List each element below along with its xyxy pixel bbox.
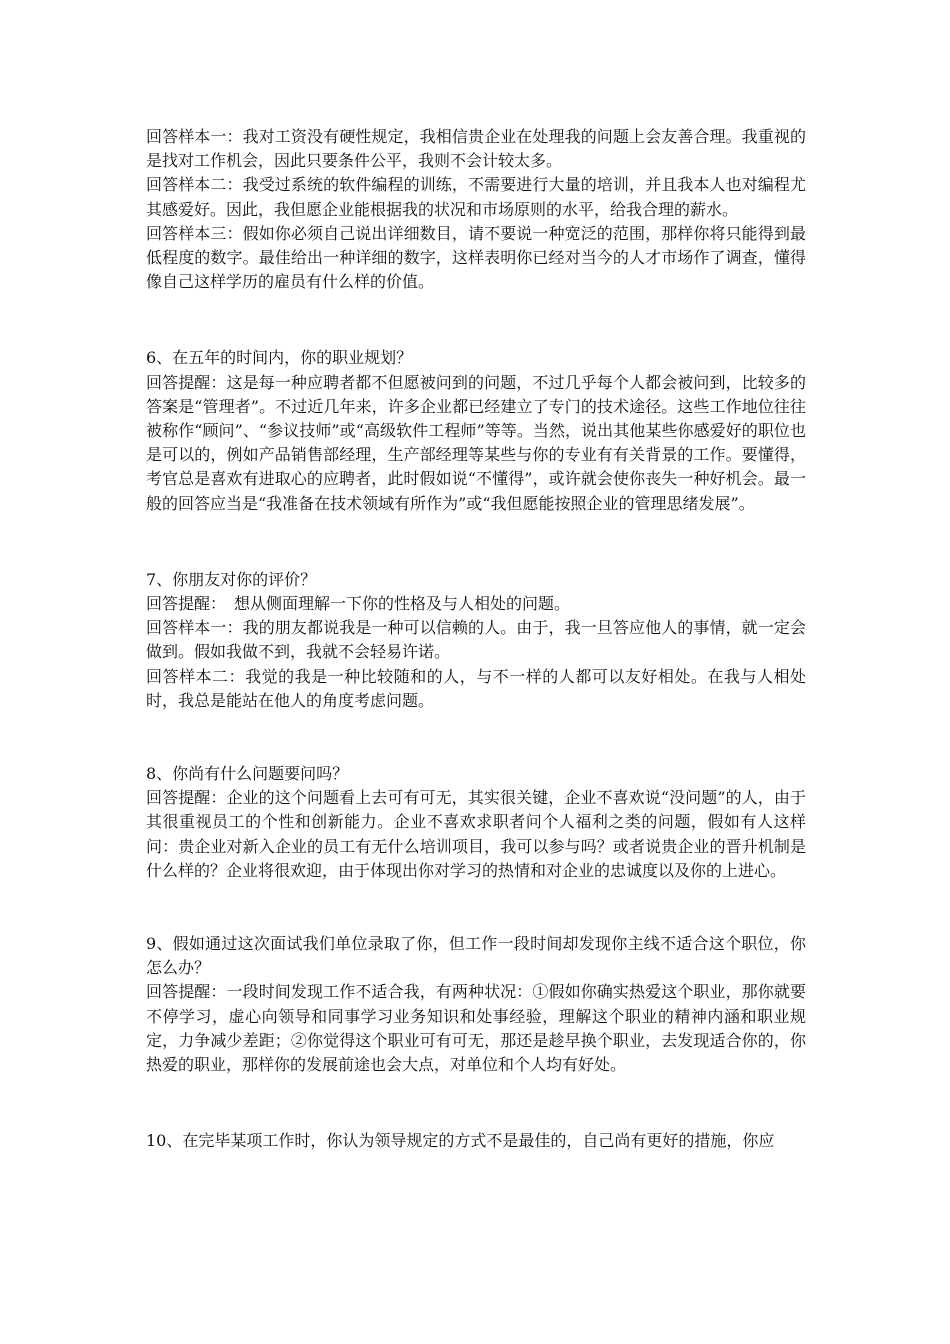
question-9-title: 9、假如通过这次面试我们单位录取了你，但工作一段时间却发现你主线不适合这个职位，你怎么办？ (146, 934, 806, 978)
document-page (146, 125, 806, 1154)
section-spacer (146, 713, 806, 762)
answer-sample-1: 回答样本一：我对工资没有硬性规定，我相信贵企业在处理我的问题上会友善合理。我重视的是找对工作机会，因此只要条件公平，我则不会计较太多。 (146, 127, 806, 171)
question-7-hint: 回答提醒： 想从侧面理解一下你的性格及与人相处的问题。 (146, 594, 571, 614)
section-spacer (146, 1077, 806, 1129)
section-spacer (146, 294, 806, 346)
answer-sample-2: 回答样本二：我受过系统的软件编程的训练，不需要进行大量的培训，并且我本人也对编程尤其感爱好。因此，我但愿企业能根据我的状况和市场原则的水平，给我合理的薪水。 (146, 175, 806, 219)
question-6-hint: 回答提醒：这是每一种应聘者都不但愿被问到的问题，不过几乎每个人都会被问到，比较多的答案是“管理者”。不过近几年来，许多企业都已经建立了专门的技术途径。这些工作地位往往被称作“顾问”、“参议技师”或“高级软件工程师”等等。当然，说出其他某些你感爱好的职位也是可以的，例如产品销售部经理，生产部经理等某些与你的专业有有关背景的工作。要懂得，考官总是喜欢有进取心的应聘者，此时假如说“不懂得”，或许就会使你丧失一种好机会。最一般的回答应当是“我准备在技术领域有所作为”或“我但愿能按照企业的管理思绪发展”。 (146, 372, 806, 513)
question-7-sample-1: 回答样本一：我的朋友都说我是一种可以信赖的人。由于，我一旦答应他人的事情，就一定会做到。假如我做不到，我就不会轻易许诺。 (146, 618, 806, 662)
question-6-section (146, 346, 806, 515)
answer-sample-3: 回答样本三：假如你必须自己说出详细数目，请不要说一种宽泛的范围，那样你将只能得到最低程度的数字。最佳给出一种详细的数字，这样表明你已经对当今的人才市场作了调查，懂得像自己这样学历的雇员有什么样的价值。 (146, 223, 806, 292)
question-7-title: 7、你朋友对你的评价？ (146, 569, 317, 589)
question-6-title: 6、在五年的时间内，你的职业规划？ (146, 348, 413, 368)
question-10-title: 10、在完毕某项工作时，你认为领导规定的方式不是最佳的，自己尚有更好的措施，你应 (146, 1131, 775, 1151)
question-8-title: 8、你尚有什么问题要问吗？ (146, 764, 349, 784)
question-7-section (146, 568, 806, 713)
question-8-hint: 回答提醒：企业的这个问题看上去可有可无，其实很关键，企业不喜欢说“没问题”的人，由于其很重视员工的个性和创新能力。企业不喜欢求职者问个人福利之类的问题，假如有人这样问：贵企业对新入企业的员工有无什么培训项目，我可以参与吗？或者说贵企业的晋升机制是什么样的？企业将很欢迎，由于体现出你对学习的热情和对企业的忠诚度以及你的上进心。 (146, 788, 806, 880)
question-7-sample-2: 回答样本二：我觉的我是一种比较随和的人，与不一样的人都可以友好相处。在我与人相处时，我总是能站在他人的角度考虑问题。 (146, 666, 806, 710)
question-9-hint: 回答提醒：一段时间发现工作不适合我，有两种状况：①假如你确实热爱这个职业，那你就要不停学习，虚心向领导和同事学习业务知识和处事经验，理解这个职业的精神内涵和职业规定，力争减少差距；②你觉得这个职业可有可无，那还是趁早换个职业，去发现适合你的，你热爱的职业，那样你的发展前途也会大点，对单位和个人均有好处。 (146, 982, 806, 1075)
salary-answers-section (146, 125, 806, 294)
section-spacer (146, 883, 806, 932)
question-8-section (146, 762, 806, 883)
question-9-section (146, 932, 806, 1077)
section-spacer (146, 516, 806, 568)
question-10-section (146, 1129, 806, 1153)
